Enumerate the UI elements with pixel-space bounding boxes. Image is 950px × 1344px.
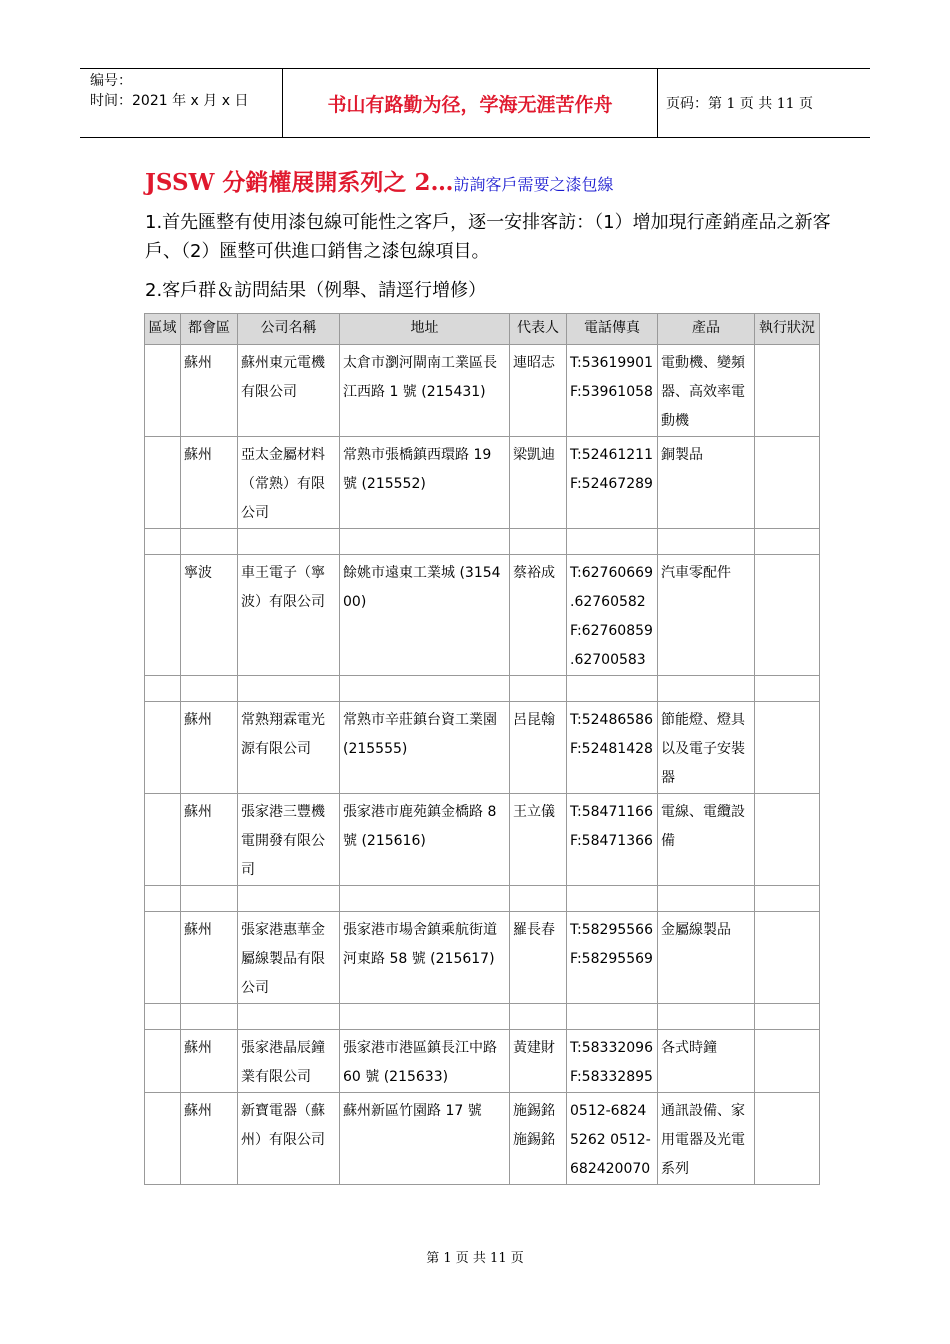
cell-city: 蘇州 xyxy=(181,702,238,794)
cell-region xyxy=(145,345,181,437)
table-cell xyxy=(755,676,820,702)
table-cell xyxy=(510,676,567,702)
table-row xyxy=(145,437,820,529)
cell-product: 電線、電纜設備 xyxy=(658,794,755,886)
cell-status xyxy=(755,912,820,1004)
cell-product: 通訊設備、家用電器及光電系列 xyxy=(658,1093,755,1185)
page-header xyxy=(80,68,870,138)
time-label: 时间：2021 年 x 月 x 日 xyxy=(90,93,249,109)
cell-rep: 王立儀 xyxy=(510,794,567,886)
cell-phone: T:53619901 F:53961058 xyxy=(567,345,658,437)
cell-region xyxy=(145,794,181,886)
column-header: 都會區 xyxy=(181,314,238,345)
cell-address: 太倉市瀏河閘南工業區長江西路 1 號 (215431) xyxy=(340,345,510,437)
column-header: 代表人 xyxy=(510,314,567,345)
cell-rep: 羅長春 xyxy=(510,912,567,1004)
cell-product: 電動機、變頻器、高效率電動機 xyxy=(658,345,755,437)
cell-city: 蘇州 xyxy=(181,794,238,886)
table-cell xyxy=(658,529,755,555)
table-cell xyxy=(238,529,340,555)
document-title xyxy=(145,164,613,197)
cell-address: 蘇州新區竹園路 17 號 xyxy=(340,1093,510,1185)
table-cell xyxy=(181,529,238,555)
paragraph-2: 2.客戶群＆訪問結果（例舉、請逕行增修） xyxy=(145,280,487,301)
cell-region xyxy=(145,1030,181,1093)
table-row xyxy=(145,886,820,912)
table-cell xyxy=(510,886,567,912)
cell-rep: 黃建財 xyxy=(510,1030,567,1093)
table-cell xyxy=(145,676,181,702)
table-cell xyxy=(567,1004,658,1030)
cell-address: 張家港市鹿苑鎮金橋路 8 號 (215616) xyxy=(340,794,510,886)
column-header: 執行狀況 xyxy=(755,314,820,345)
table-row xyxy=(145,702,820,794)
cell-status xyxy=(755,794,820,886)
column-header: 產品 xyxy=(658,314,755,345)
table-cell xyxy=(567,529,658,555)
table-row xyxy=(145,1004,820,1030)
cell-status xyxy=(755,555,820,676)
table-cell xyxy=(658,676,755,702)
cell-city: 蘇州 xyxy=(181,437,238,529)
table-row xyxy=(145,794,820,886)
cell-company: 蘇州東元電機有限公司 xyxy=(238,345,340,437)
cell-status xyxy=(755,1093,820,1185)
table-cell xyxy=(755,886,820,912)
cell-product: 金屬線製品 xyxy=(658,912,755,1004)
table-row xyxy=(145,345,820,437)
cell-address: 常熟市張橋鎮西環路 19 號 (215552) xyxy=(340,437,510,529)
table-cell xyxy=(340,1004,510,1030)
table-cell xyxy=(238,1004,340,1030)
table-cell xyxy=(181,676,238,702)
column-header: 區域 xyxy=(145,314,181,345)
cell-phone: T:58471166 F:58471366 xyxy=(567,794,658,886)
table-row xyxy=(145,912,820,1004)
cell-address: 張家港市港區鎮長江中路 60 號 (215633) xyxy=(340,1030,510,1093)
number-label: 编号： xyxy=(90,73,132,89)
cell-company: 車王電子（寧波）有限公司 xyxy=(238,555,340,676)
header-motto: 书山有路勤为径，学海无涯苦作舟 xyxy=(283,69,658,137)
cell-company: 亞太金屬材料（常熟）有限公司 xyxy=(238,437,340,529)
cell-city: 蘇州 xyxy=(181,345,238,437)
table-cell xyxy=(340,886,510,912)
column-header: 電話傳真 xyxy=(567,314,658,345)
cell-product: 銅製品 xyxy=(658,437,755,529)
cell-address: 常熟市辛莊鎮台資工業園 (215555) xyxy=(340,702,510,794)
cell-phone: T:58332096 F:58332895 xyxy=(567,1030,658,1093)
cell-status xyxy=(755,345,820,437)
table-cell xyxy=(145,886,181,912)
cell-rep: 梁凱迪 xyxy=(510,437,567,529)
table-cell xyxy=(510,529,567,555)
paragraph-1: 1.首先匯整有使用漆包線可能性之客戶，逐一安排客訪：（1）增加現行產銷產品之新客戶、（2）匯整可供進口銷售之漆包線項目。 xyxy=(145,212,831,262)
cell-product: 汽車零配件 xyxy=(658,555,755,676)
table-row xyxy=(145,676,820,702)
table-cell xyxy=(340,676,510,702)
cell-company: 張家港晶辰鐘業有限公司 xyxy=(238,1030,340,1093)
table-cell xyxy=(238,676,340,702)
cell-company: 張家港惠華金屬線製品有限公司 xyxy=(238,912,340,1004)
table-cell xyxy=(145,529,181,555)
table-cell xyxy=(238,886,340,912)
cell-region xyxy=(145,437,181,529)
cell-rep: 呂昆翰 xyxy=(510,702,567,794)
cell-status xyxy=(755,437,820,529)
table-row xyxy=(145,529,820,555)
cell-phone: 0512-68245262 0512-682420070 xyxy=(567,1093,658,1185)
cell-rep: 連昭志 xyxy=(510,345,567,437)
table-body xyxy=(145,345,820,1185)
cell-company: 新寶電器（蘇州）有限公司 xyxy=(238,1093,340,1185)
table-cell xyxy=(755,529,820,555)
cell-address: 張家港市場舍鎮乘航街道河東路 58 號 (215617) xyxy=(340,912,510,1004)
cell-city: 蘇州 xyxy=(181,1093,238,1185)
cell-address: 餘姚市遠東工業城 (315400) xyxy=(340,555,510,676)
table-cell xyxy=(567,676,658,702)
cell-phone: T:52486586 F:52481428 xyxy=(567,702,658,794)
column-header: 公司名稱 xyxy=(238,314,340,345)
table-cell xyxy=(340,529,510,555)
table-cell xyxy=(658,886,755,912)
cell-company: 張家港三豐機電開發有限公司 xyxy=(238,794,340,886)
cell-company: 常熟翔霖電光源有限公司 xyxy=(238,702,340,794)
header-page-info: 页码：第 1 页 共 11 页 xyxy=(666,96,813,112)
cell-city: 蘇州 xyxy=(181,1030,238,1093)
title-main: JSSW 分銷權展開系列之 2… xyxy=(145,169,454,196)
cell-phone: T:58295566 F:58295569 xyxy=(567,912,658,1004)
page-footer: 第 1 页 共 11 页 xyxy=(426,1251,524,1266)
table-cell xyxy=(145,1004,181,1030)
table-cell xyxy=(567,886,658,912)
table-cell xyxy=(658,1004,755,1030)
cell-product: 節能燈、燈具以及電子安裝器 xyxy=(658,702,755,794)
cell-region xyxy=(145,555,181,676)
table-row xyxy=(145,1093,820,1185)
cell-product: 各式時鐘 xyxy=(658,1030,755,1093)
header-meta xyxy=(80,69,283,137)
cell-phone: T:62760669 .62760582 F:62760859 .62700583 xyxy=(567,555,658,676)
customer-table xyxy=(144,313,820,1185)
table-cell xyxy=(181,886,238,912)
cell-status xyxy=(755,702,820,794)
cell-rep: 施錫銘 施錫銘 xyxy=(510,1093,567,1185)
cell-phone: T:52461211 F:52467289 xyxy=(567,437,658,529)
cell-region xyxy=(145,912,181,1004)
table-row xyxy=(145,1030,820,1093)
cell-region xyxy=(145,1093,181,1185)
table-cell xyxy=(755,1004,820,1030)
cell-city: 寧波 xyxy=(181,555,238,676)
table-row xyxy=(145,555,820,676)
column-header: 地址 xyxy=(340,314,510,345)
cell-status xyxy=(755,1030,820,1093)
title-sub: 訪詢客戶需要之漆包線 xyxy=(453,175,614,194)
cell-city: 蘇州 xyxy=(181,912,238,1004)
table-header-row xyxy=(145,314,820,345)
cell-region xyxy=(145,702,181,794)
table-cell xyxy=(181,1004,238,1030)
cell-rep: 蔡裕成 xyxy=(510,555,567,676)
table-cell xyxy=(510,1004,567,1030)
